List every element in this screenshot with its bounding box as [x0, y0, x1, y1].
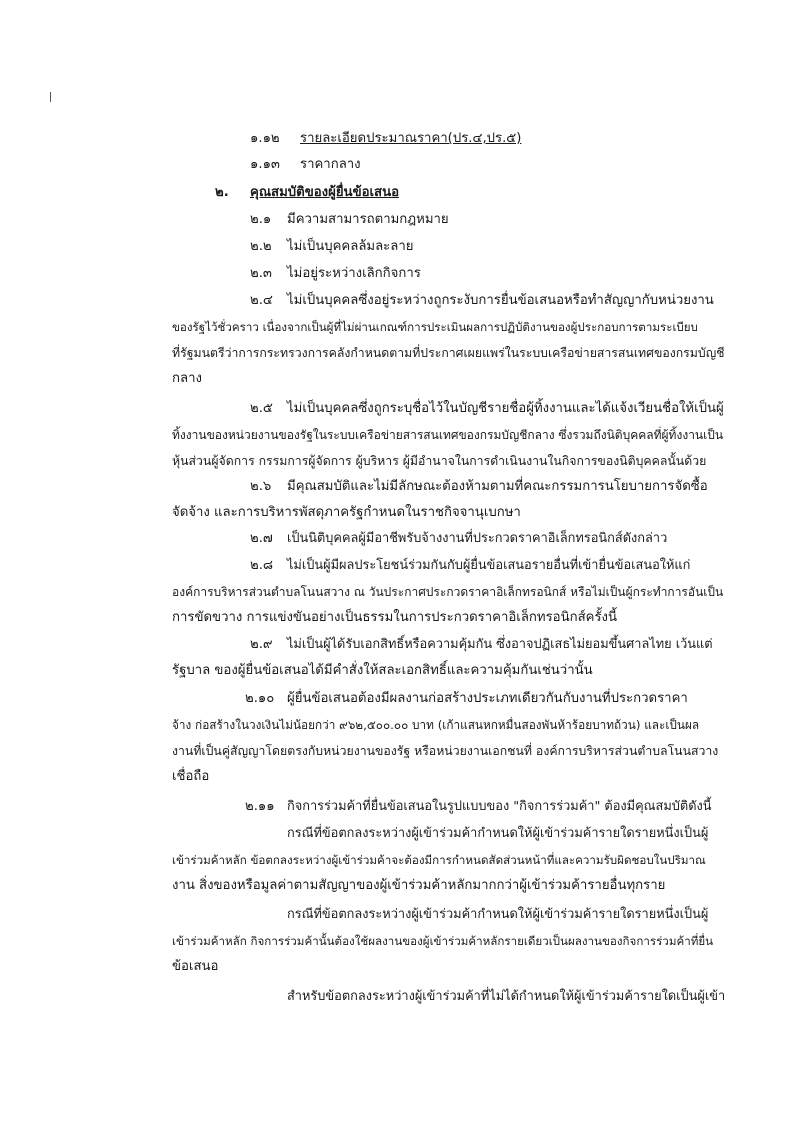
item-number: ๒.๔	[250, 293, 273, 308]
item-text-continued: จัดจ้าง และการบริหารพัสดุภาครัฐกำหนดในราชกิจจานุเบกษา	[172, 505, 521, 520]
item-text-continued: เข้าร่วมค้าหลัก กิจการร่วมค้านั้นต้องใช้ผลงานของผู้เข้าร่วมค้าหลักรายเดียวเป็นผลงานของกิจการร่วมค้าที่ยื่น	[172, 934, 714, 948]
item-number: ๒.๕	[250, 401, 273, 416]
section-number: ๒.	[215, 185, 229, 200]
item-text-continued: ข้อเสนอ	[172, 959, 219, 974]
item-text: ไม่เป็นผู้ได้รับเอกสิทธิ์หรือความคุ้มกัน ซึ่งอาจปฏิเสธไม่ยอมขึ้นศาลไทย เว้นแต่	[287, 637, 713, 652]
item-number: ๒.๙	[250, 637, 273, 652]
item-number: ๒.๖	[250, 479, 272, 494]
item-text-continued: จ้าง ก่อสร้างในวงเงินไม่น้อยกว่า ๙๖๒,๕๐๐.๐๐ บาท (เก้าแสนหกหมื่นสองพันห้าร้อยบาทถ้วน) และเป็นผล	[172, 718, 700, 732]
item-text: ไม่เป็นผู้มีผลประโยชน์ร่วมกันกับผู้ยื่นข้อเสนอรายอื่นที่เข้ายื่นข้อเสนอให้แก่	[287, 558, 691, 573]
item-text-continued: งานที่เป็นคู่สัญญาโดยตรงกับหน่วยงานของรัฐ หรือหน่วยงานเอกชนที่ องค์การบริหารส่วนตำบลโนนสวาง	[172, 744, 719, 758]
item-number: ๒.๒	[250, 239, 272, 254]
item-text-continued: เชื่อถือ	[172, 769, 210, 784]
item-text: ไม่เป็นบุคคลซึ่งถูกระบุชื่อไว้ในบัญชีรายชื่อผู้ทิ้งงานและได้แจ้งเวียนชื่อให้เป็นผู้	[287, 401, 724, 416]
item-number: ๒.๑๐	[245, 691, 275, 706]
item-text: กิจการร่วมค้าที่ยื่นข้อเสนอในรูปแบบของ "กิจการร่วมค้า" ต้องมีคุณสมบัติดังนี้	[287, 799, 712, 814]
item-text-continued: กลาง	[172, 371, 202, 386]
item-text-continued: สำหรับข้อตกลงระหว่างผู้เข้าร่วมค้าที่ไม่ได้กำหนดให้ผู้เข้าร่วมค้ารายใดเป็นผู้เข้า	[287, 989, 726, 1004]
item-text: ไม่อยู่ระหว่างเลิกกิจการ	[287, 266, 421, 281]
item-text-continued: กรณีที่ข้อตกลงระหว่างผู้เข้าร่วมค้ากำหนดให้ผู้เข้าร่วมค้ารายใดรายหนึ่งเป็นผู้	[287, 826, 709, 841]
item-text: ผู้ยื่นข้อเสนอต้องมีผลงานก่อสร้างประเภทเดียวกันกับงานที่ประกวดราคา	[287, 691, 688, 706]
item-number: ๒.๑	[250, 212, 272, 227]
item-number: ๒.๑๑	[245, 799, 275, 814]
item-text: เป็นนิติบุคคลผู้มีอาชีพรับจ้างงานที่ประกวดราคาอิเล็กทรอนิกส์ดังกล่าว	[287, 531, 668, 546]
item-number: ๒.๓	[250, 266, 272, 281]
item-text: ไม่เป็นบุคคลล้มละลาย	[287, 239, 414, 254]
item-text-continued: ทิ้งงานของหน่วยงานของรัฐในระบบเครือข่ายสารสนเทศของกรมบัญชีกลาง ซึ่งรวมถึงนิติบุคคลที่ผู้ทิ้งงานเป็น	[172, 428, 724, 442]
item-number: ๑.๑๒	[250, 131, 280, 146]
item-number: ๒.๘	[250, 558, 274, 573]
item-text-continued: ที่รัฐมนตรีว่าการกระทรวงการคลังกำหนดตามที่ประกาศเผยแพร่ในระบบเครือข่ายสารสนเทศของกรมบัญชี	[172, 346, 725, 360]
item-text-continued: องค์การบริหารส่วนตำบลโนนสวาง ณ วันประกาศประกวดราคาอิเล็กทรอนิกส์ หรือไม่เป็นผู้กระทำการอันเป็น	[172, 585, 724, 599]
item-text-continued: การขัดขวาง การแข่งขันอย่างเป็นธรรมในการประกวดราคาอิเล็กทรอนิกส์ครั้งนี้	[172, 610, 617, 625]
item-text: ไม่เป็นบุคคลซึ่งอยู่ระหว่างถูกระงับการยื่นข้อเสนอหรือทำสัญญากับหน่วยงาน	[287, 293, 714, 308]
item-number: ๒.๗	[250, 531, 273, 546]
item-number: ๑.๑๓	[250, 157, 280, 172]
item-text-continued: รัฐบาล ของผู้ยื่นข้อเสนอได้มีคำสั่งให้สละเอกสิทธิ์และความคุ้มกันเช่นว่านั้น	[172, 663, 593, 678]
item-text: มีความสามารถตามกฎหมาย	[287, 212, 449, 227]
item-text-continued: กรณีที่ข้อตกลงระหว่างผู้เข้าร่วมค้ากำหนดให้ผู้เข้าร่วมค้ารายใดรายหนึ่งเป็นผู้	[287, 907, 709, 922]
item-text: ราคากลาง	[300, 157, 361, 172]
item-text: มีคุณสมบัติและไม่มีลักษณะต้องห้ามตามที่คณะกรรมการนโยบายการจัดซื้อ	[287, 479, 708, 494]
item-text-continued: ของรัฐไว้ชั่วคราว เนื่องจากเป็นผู้ที่ไม่ผ่านเกณฑ์การประเมินผลการปฏิบัติงานของผู้ประกอบการตามระเบียบ	[172, 320, 698, 334]
margin-mark	[50, 92, 51, 102]
item-text-continued: งาน สิ่งของหรือมูลค่าตามสัญญาของผู้เข้าร่วมค้าหลักมากกว่าผู้เข้าร่วมค้ารายอื่นทุกราย	[172, 878, 666, 893]
item-text: รายละเอียดประมาณราคา(ปร.๔,ปร.๕)	[300, 131, 522, 146]
item-text-continued: หุ้นส่วนผู้จัดการ กรรมการผู้จัดการ ผู้บริหาร ผู้มีอำนาจในการดำเนินงานในกิจการของนิติบุคคลนั้นด้วย	[172, 454, 707, 468]
section-heading: คุณสมบัติของผู้ยื่นข้อเสนอ	[250, 185, 400, 200]
item-text-continued: เข้าร่วมค้าหลัก ข้อตกลงระหว่างผู้เข้าร่วมค้าจะต้องมีการกำหนดสัดส่วนหน้าที่และความรับผิดชอบในปริมาณ	[172, 853, 706, 867]
